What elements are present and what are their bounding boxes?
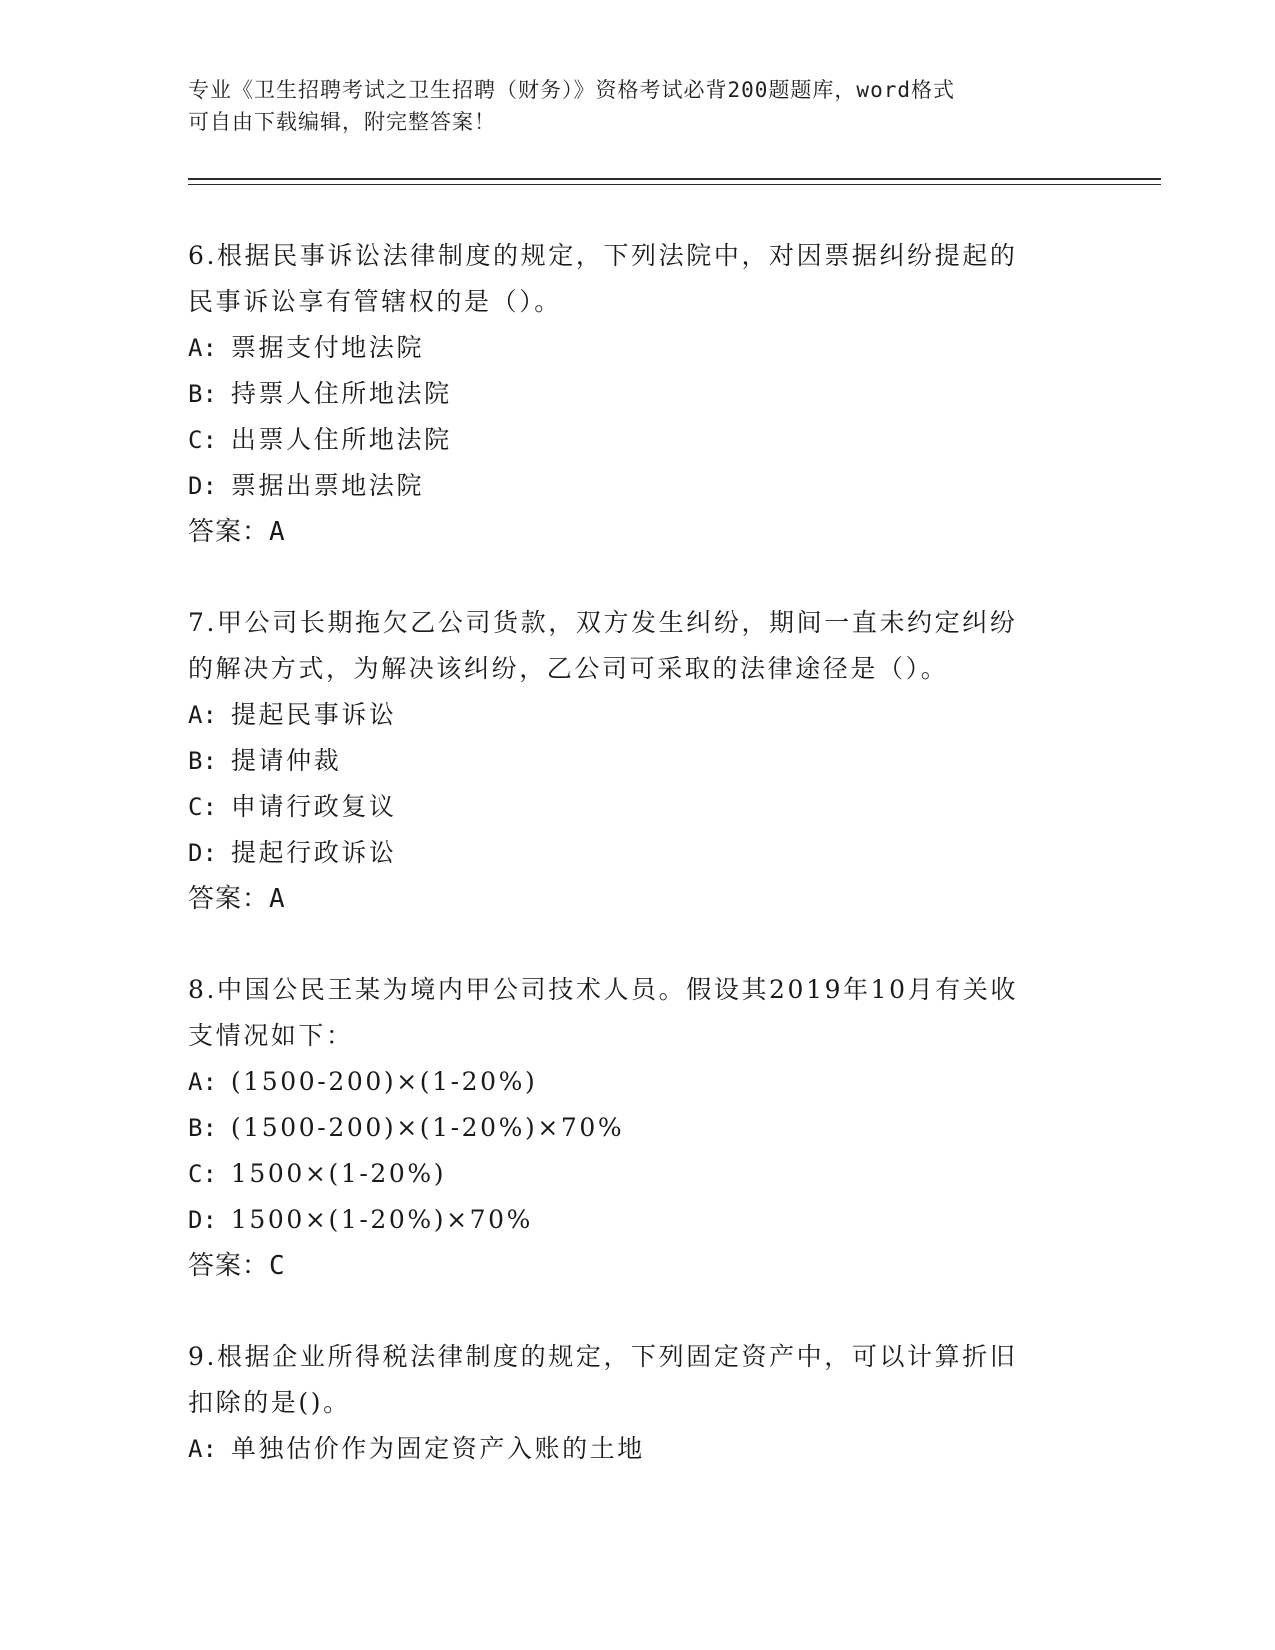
question-stem-line: 支情况如下： [188, 1021, 354, 1050]
question-8 [188, 967, 1088, 1289]
header-title-line-1: 专业《卫生招聘考试之卫生招聘（财务）》资格考试必背200题题库，word格式 [188, 78, 955, 102]
header-divider-thick [188, 178, 1161, 180]
option-text: 1500×(1-20%) [230, 1159, 447, 1188]
option-key: A: [188, 334, 217, 362]
option-key: D: [188, 1206, 217, 1234]
answer-label: 答案： [188, 884, 270, 914]
header-divider-thin [188, 184, 1161, 185]
option-key: B: [188, 380, 217, 408]
option-key: A: [188, 1068, 217, 1096]
option-a [188, 1426, 1088, 1472]
option-b [188, 1105, 1088, 1151]
answer-line [188, 876, 1088, 922]
option-b [188, 371, 1088, 417]
option-key: C: [188, 426, 217, 454]
option-key: B: [188, 1114, 217, 1142]
option-text: 单独估价作为固定资产入账的土地 [230, 1434, 645, 1463]
option-a [188, 692, 1088, 738]
option-c [188, 784, 1088, 830]
answer-value: A [269, 517, 285, 547]
answer-line [188, 509, 1088, 555]
option-text: 出票人住所地法院 [230, 425, 452, 454]
option-text: 提起行政诉讼 [230, 838, 397, 867]
option-text: (1500-200)×(1-20%)×70% [230, 1113, 625, 1142]
option-key: C: [188, 793, 217, 821]
option-b [188, 738, 1088, 784]
question-6 [188, 233, 1088, 555]
question-stem [188, 967, 1088, 1059]
document-header [188, 74, 1068, 138]
question-7 [188, 600, 1088, 922]
question-stem-line: 扣除的是()。 [188, 1388, 351, 1417]
question-stem-line: 6.根据民事诉讼法律制度的规定，下列法院中，对因票据纠纷提起的 [188, 241, 1018, 270]
question-stem-line: 的解决方式，为解决该纠纷，乙公司可采取的法律途径是（）。 [188, 654, 949, 683]
question-stem [188, 233, 1088, 325]
option-text: 提请仲裁 [230, 746, 342, 775]
option-key: D: [188, 472, 217, 500]
option-c [188, 417, 1088, 463]
answer-line [188, 1243, 1088, 1289]
question-stem [188, 600, 1088, 692]
option-text: 票据支付地法院 [230, 333, 425, 362]
option-text: 票据出票地法院 [230, 471, 425, 500]
option-d [188, 830, 1088, 876]
question-stem-line: 8.中国公民王某为境内甲公司技术人员。假设其2019年10月有关收 [188, 975, 1019, 1004]
answer-value: C [269, 1251, 285, 1281]
question-9 [188, 1334, 1088, 1472]
option-text: 申请行政复议 [230, 792, 397, 821]
option-key: A: [188, 1435, 217, 1463]
question-stem [188, 1334, 1088, 1426]
option-text: 1500×(1-20%)×70% [230, 1205, 534, 1234]
option-key: D: [188, 839, 217, 867]
option-key: C: [188, 1160, 217, 1188]
question-stem-line: 7.甲公司长期拖欠乙公司货款，双方发生纠纷，期间一直未约定纠纷 [188, 608, 1018, 637]
option-text: 提起民事诉讼 [230, 700, 397, 729]
option-d [188, 1197, 1088, 1243]
question-stem-line: 9.根据企业所得税法律制度的规定，下列固定资产中，可以计算折旧 [188, 1342, 1018, 1371]
question-stem-line: 民事诉讼享有管辖权的是（）。 [188, 287, 562, 316]
option-a [188, 1059, 1088, 1105]
answer-label: 答案： [188, 517, 270, 547]
option-key: A: [188, 701, 217, 729]
option-a [188, 325, 1088, 371]
header-title-line-2: 可自由下载编辑，附完整答案！ [188, 110, 496, 134]
option-d [188, 463, 1088, 509]
option-text: 持票人住所地法院 [230, 379, 452, 408]
answer-label: 答案： [188, 1251, 270, 1281]
answer-value: A [269, 884, 285, 914]
option-c [188, 1151, 1088, 1197]
option-text: (1500-200)×(1-20%) [230, 1067, 538, 1096]
option-key: B: [188, 747, 217, 775]
